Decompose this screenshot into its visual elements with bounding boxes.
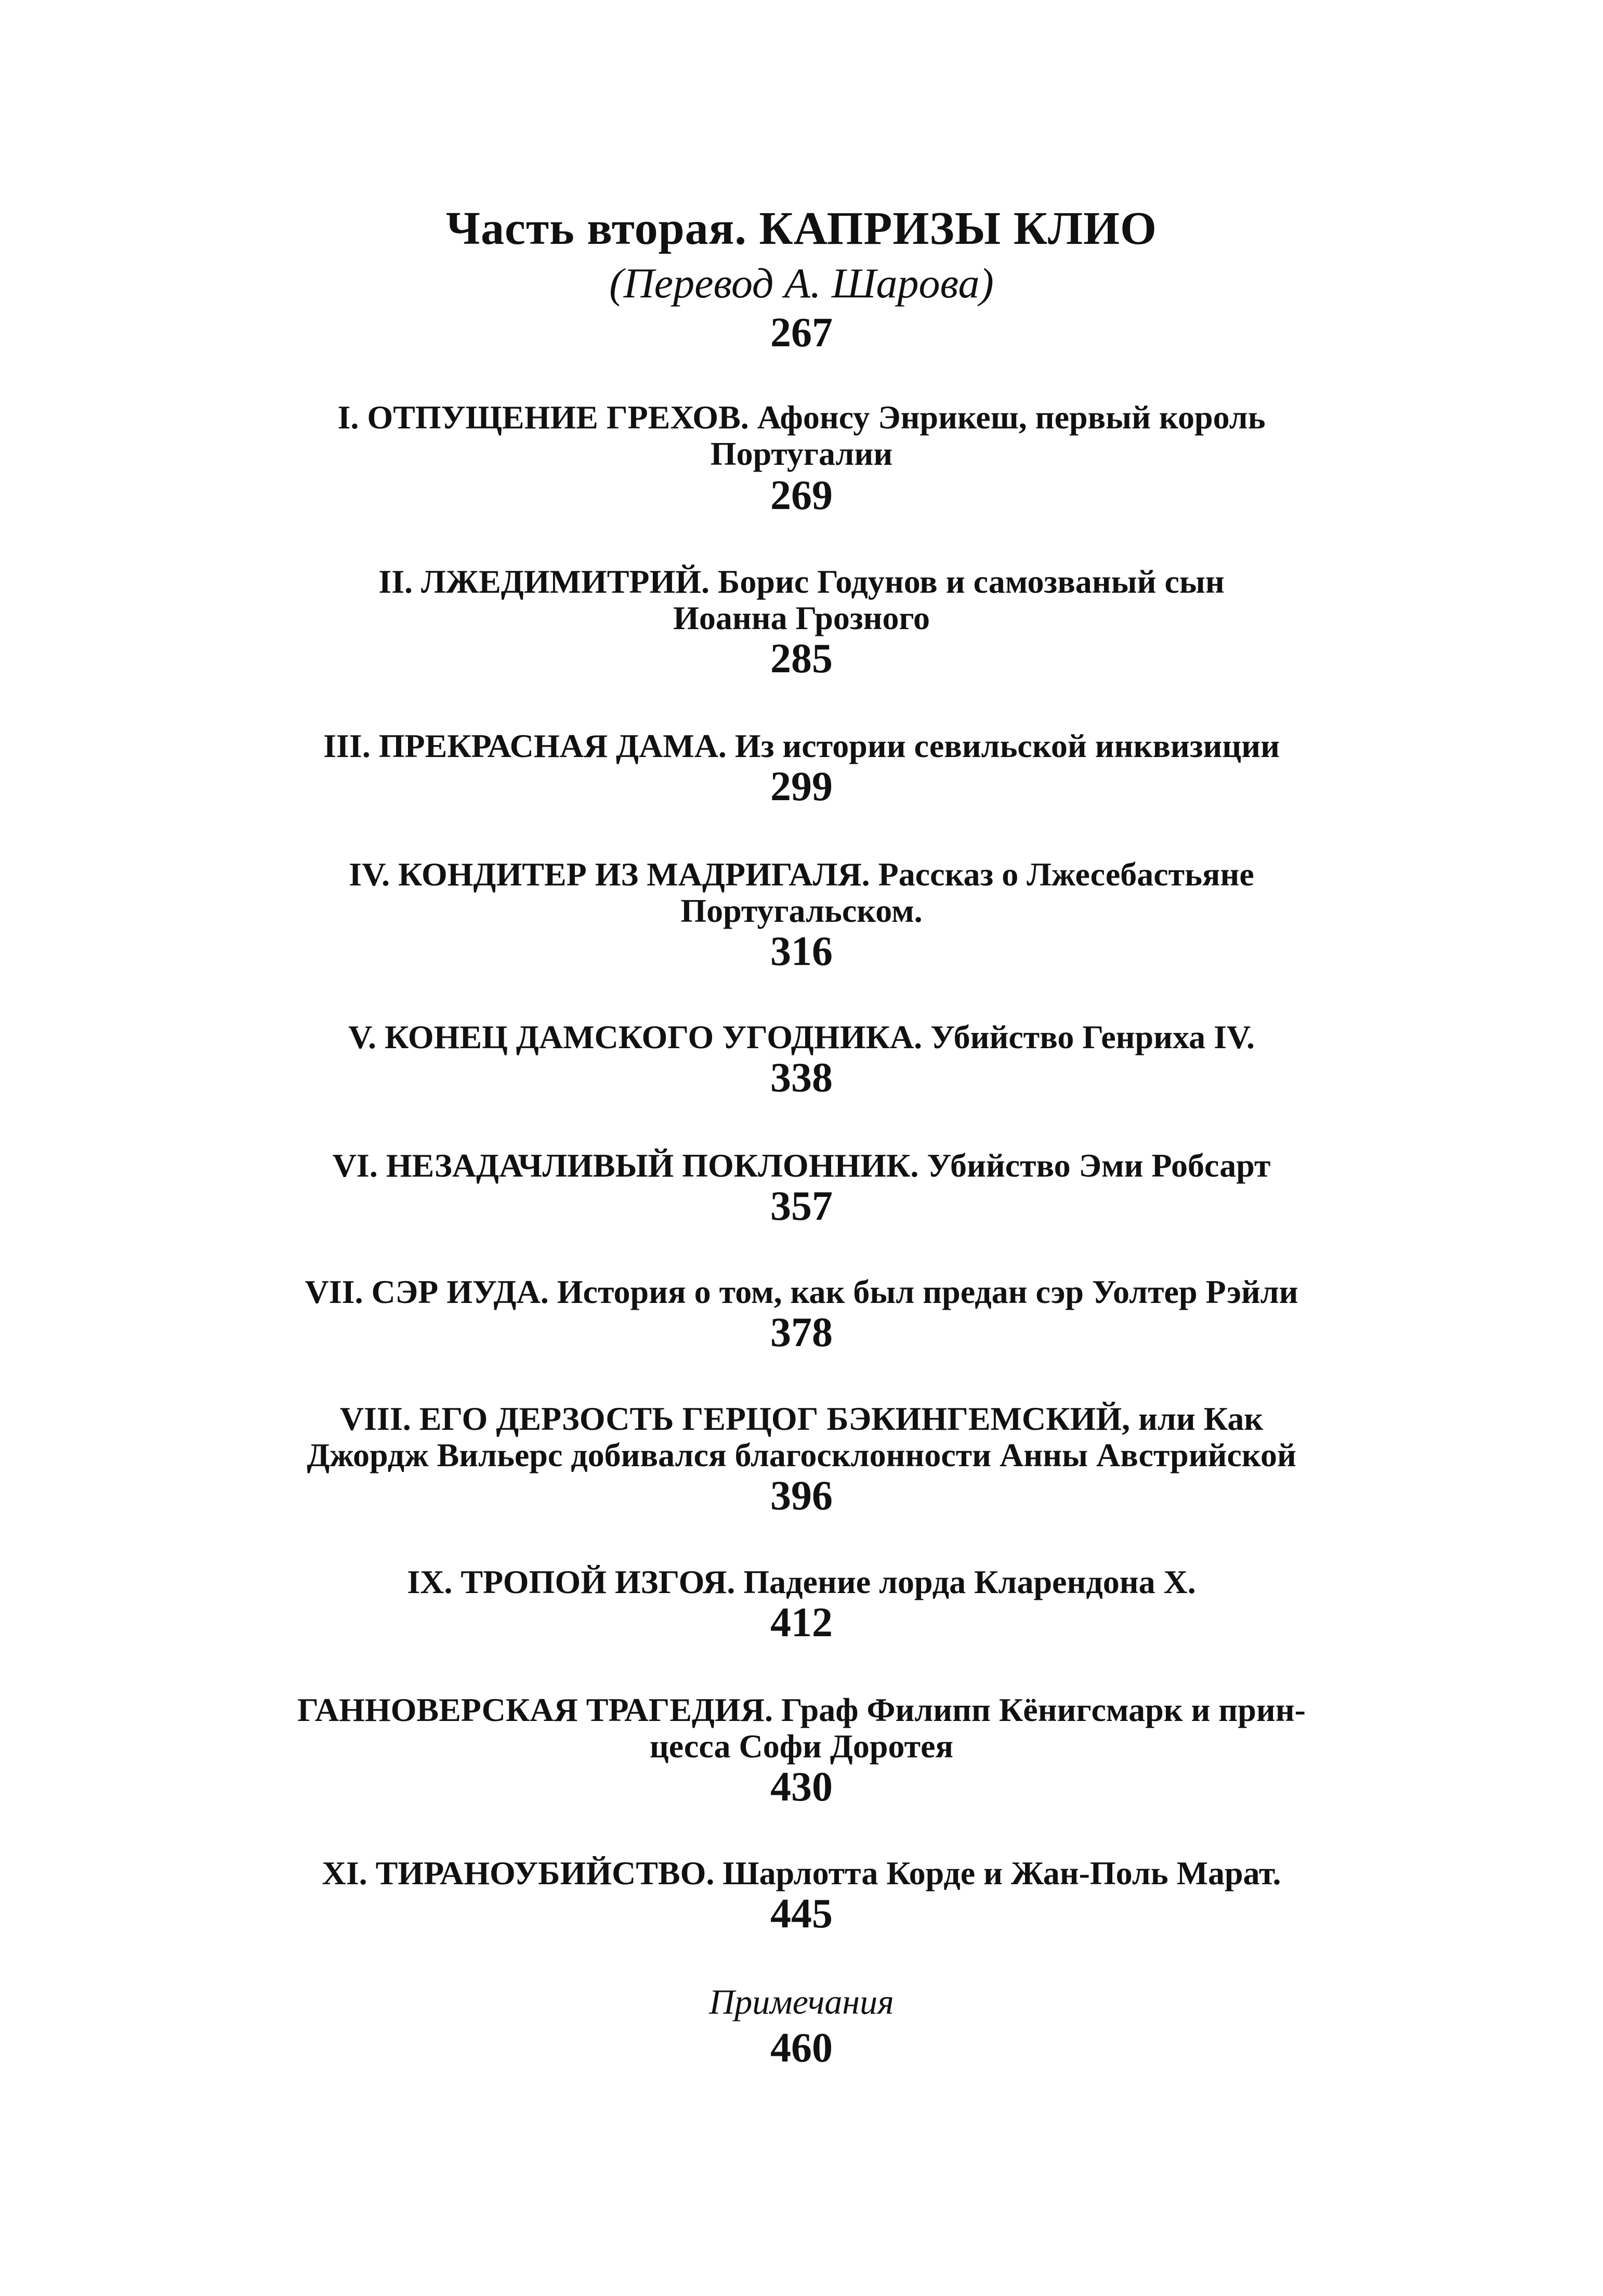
part-translator: (Перевод А. Шарова) [609,259,994,307]
toc-entry-5-title: V. КОНЕЦ ДАМСКОГО УГОДНИКА. Убийство Генриха IV. [348,1019,1255,1055]
toc-entry-7-title: VII. СЭР ИУДА. История о том, как был предан сэр Уолтер Рэйли [305,1273,1298,1310]
toc-entry-8-page: 396 [770,1473,833,1519]
toc-entry-6-title: VI. НЕЗАДАЧЛИВЫЙ ПОКЛОННИК. Убийство Эми Робсарт [332,1147,1271,1184]
toc-entry-9-title: IX. ТРОПОЙ ИЗГОЯ. Падение лорда Кларендона X. [407,1563,1196,1600]
part-title: Часть вторая. КАПРИЗЫ КЛИО [445,203,1158,254]
toc-entry-8-title: VIII. ЕГО ДЕРЗОСТЬ ГЕРЦОГ БЭКИНГЕМСКИЙ, или Как [339,1400,1264,1437]
toc-entry-10-title: ГАННОВЕРСКАЯ ТРАГЕДИЯ. Граф Филипп Кёнигсмарк и прин- [297,1691,1306,1728]
toc-entry-2-page: 285 [770,636,833,682]
toc-entry-3-title: III. ПРЕКРАСНАЯ ДАМА. Из истории севильской инквизиции [323,727,1280,764]
toc-entry-10-page: 430 [770,1764,833,1810]
toc-entry-10-title-cont: цесса Софи Доротея [649,1728,954,1765]
toc-entry-11-title: XI. ТИРАНОУБИЙСТВО. Шарлотта Корде и Жан-Поль Марат. [322,1855,1281,1891]
toc-entry-4-title-cont: Португальском. [680,892,923,929]
toc-entry-8-title-cont: Джордж Вильерс добивался благосклонности Анны Австрийской [307,1437,1296,1473]
toc-entry-2-title: II. ЛЖЕДИМИТРИЙ. Борис Годунов и самозваный сын [378,563,1225,600]
toc-entry-3-page: 299 [770,764,833,810]
toc-entry-1-title: I. ОТПУЩЕНИЕ ГРЕХОВ. Афонсу Энрикеш, первый король [337,399,1266,436]
part-page-number: 267 [770,310,833,356]
toc-entry-1-title-cont: Португалии [710,435,893,472]
toc-entry-6-page: 357 [770,1183,833,1229]
toc-entry-9-page: 412 [770,1600,833,1646]
toc-entry-1-page: 269 [770,473,833,518]
notes-title: Примечания [709,1982,894,2021]
toc-entry-2-title-cont: Иоанна Грозного [673,599,930,636]
toc-entry-7-page: 378 [770,1310,833,1355]
toc-entry-4-title: IV. КОНДИТЕР ИЗ МАДРИГАЛЯ. Рассказ о Лжесебастьяне [349,856,1254,893]
toc-entry-11-page: 445 [770,1891,833,1937]
toc-entry-4-page: 316 [770,929,833,974]
toc-entry-5-page: 338 [770,1055,833,1101]
notes-page-number: 460 [770,2025,833,2071]
